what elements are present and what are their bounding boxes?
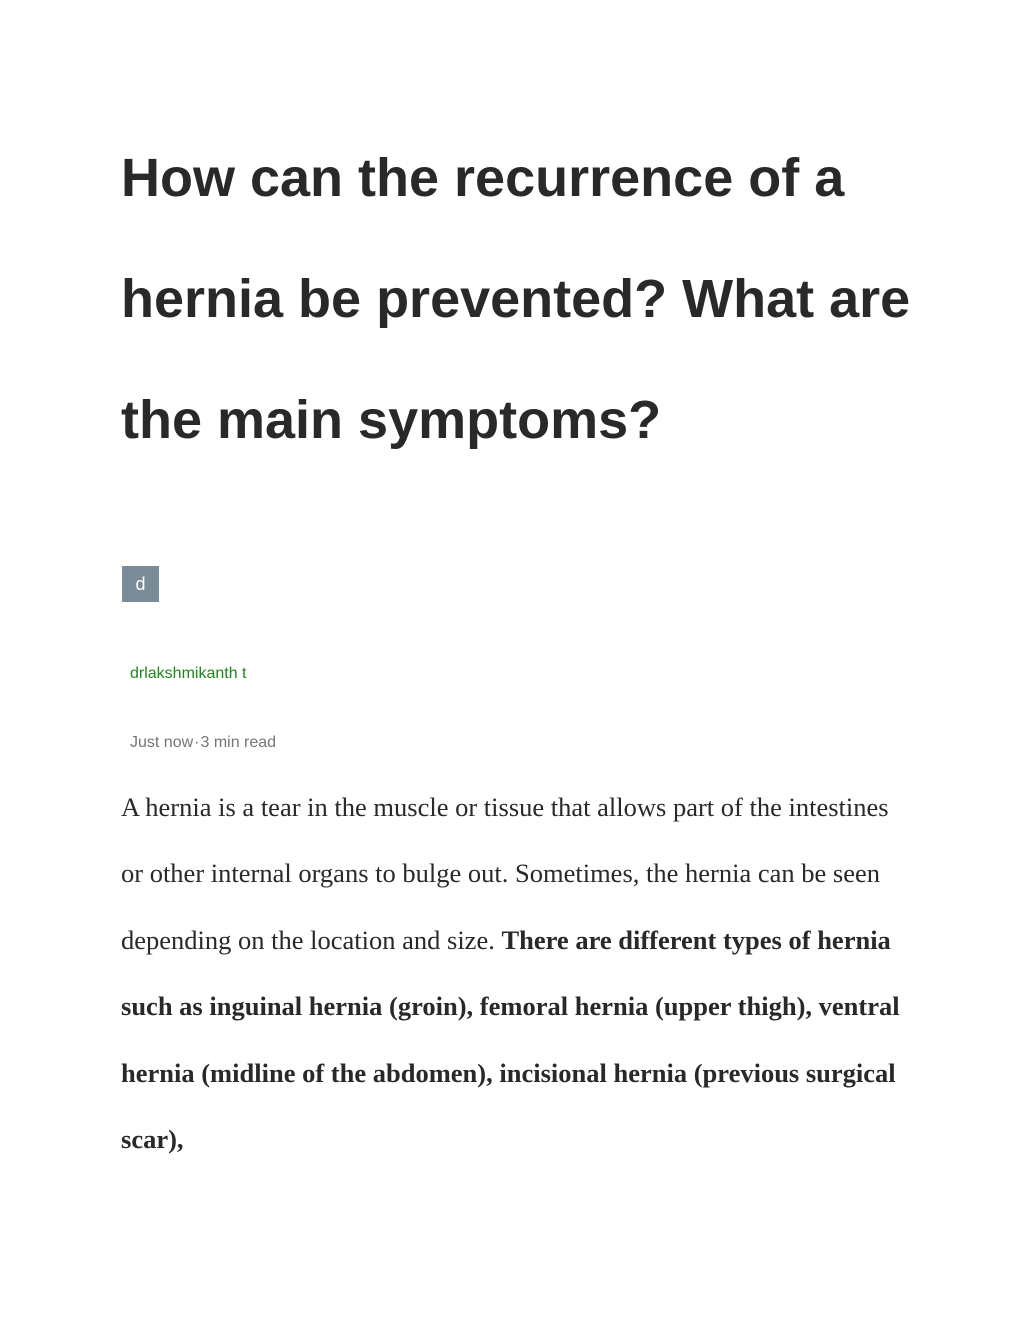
author-avatar[interactable]: d — [122, 566, 159, 602]
paragraph-text: A hernia is a tear in the muscle or tissue that allows part of the intestines or other internal organs to bulge out. Sometimes, the hernia can be seen depending on the location and size. — [121, 792, 889, 955]
article-title: How can the recurrence of a hernia be prevented? What are the main symptoms? — [121, 148, 911, 450]
meta-separator: · — [194, 734, 200, 751]
article-meta — [130, 733, 276, 753]
posted-time: Just now — [130, 734, 194, 751]
read-time: 3 min read — [200, 734, 277, 751]
author-name-link[interactable]: drlakshmikanth t — [130, 665, 247, 682]
article-paragraph — [121, 774, 911, 1172]
paragraph-bold-text: There are different types of hernia such as inguinal hernia (groin), femoral hernia (upper thigh), ventral hernia (midline of the abdomen), incisional hernia (previous surgical scar), — [121, 924, 900, 1155]
